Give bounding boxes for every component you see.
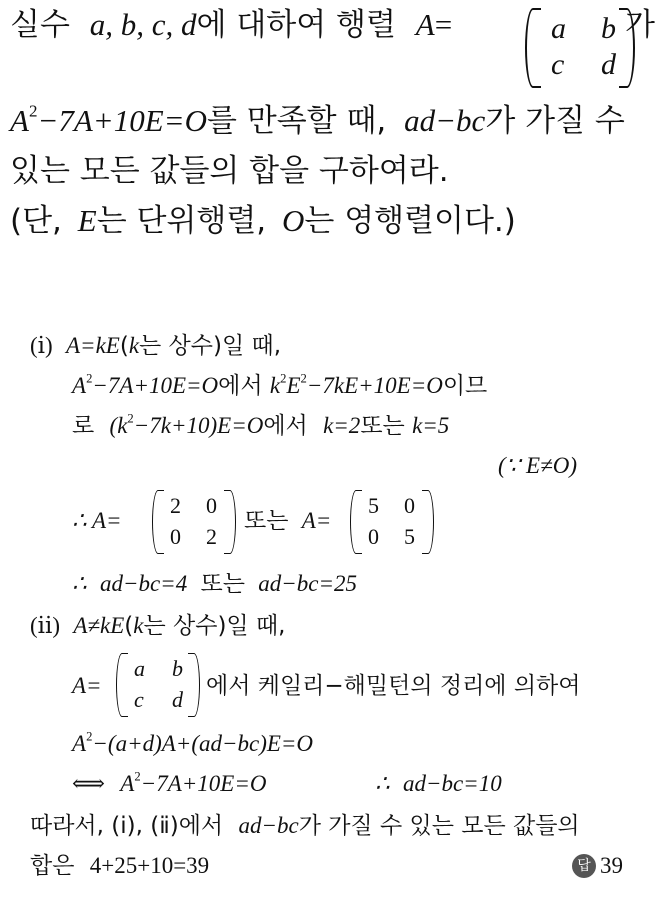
text: 합은: [30, 853, 75, 879]
problem-line-3: 있는 모든 값들의 합을 구하여라.: [10, 153, 449, 189]
solution-line: [244, 505, 331, 537]
math: ∴: [375, 771, 390, 796]
superscript: 2: [300, 371, 307, 386]
text: 는 상수)일 때,: [139, 333, 282, 359]
solution-line: [375, 768, 502, 800]
superscript: 2: [280, 371, 287, 386]
equation: −7A+10E=O: [37, 103, 207, 138]
text: (: [124, 613, 134, 639]
case-2-header: [30, 610, 285, 642]
matrix-entry: 2: [206, 524, 217, 549]
matrix-entry: b: [172, 656, 183, 681]
math: −7k+10)E=O: [133, 413, 264, 438]
superscript: 2: [127, 411, 134, 426]
matrix-entry: c: [134, 687, 144, 712]
text: 를 만족할 때,: [206, 103, 387, 139]
math: E: [77, 203, 97, 238]
matrix-2E: [152, 490, 236, 552]
expression: ad−bc: [404, 103, 486, 138]
answer: [572, 850, 623, 882]
equals: =: [434, 7, 453, 42]
text: 에서: [218, 373, 263, 399]
solution-line: 에서 케일리−해밀턴의 정리에 의하여: [206, 673, 581, 699]
matrix-entry: 5: [368, 493, 379, 518]
math: k=5: [412, 413, 450, 438]
right-paren: [224, 490, 236, 554]
solution-line: [72, 410, 449, 442]
text: (: [119, 333, 129, 359]
solution-line: [30, 850, 209, 882]
solution-line: [72, 768, 266, 800]
math: A=: [72, 673, 102, 698]
math: ad−bc=4: [99, 571, 188, 596]
math: A: [120, 771, 135, 796]
matrix-entry: b: [601, 12, 616, 45]
math: ∴: [72, 571, 87, 596]
math: ad−bc: [238, 813, 299, 838]
text: 는 단위행렬,: [96, 203, 267, 239]
math: A=: [301, 508, 332, 533]
math: k: [133, 613, 144, 638]
variables: a, b, c, d: [89, 7, 197, 42]
matrix-entry: 2: [170, 493, 181, 518]
right-paren: [422, 490, 434, 554]
text: 이므: [442, 373, 488, 399]
text: 가: [625, 7, 655, 43]
superscript: 2: [86, 729, 93, 744]
superscript: 2: [28, 101, 38, 121]
math: A=kE: [66, 333, 120, 358]
matrix-entry: 0: [404, 493, 415, 518]
matrix-entry: a: [551, 12, 566, 45]
text: (단,: [10, 203, 62, 239]
math: E: [286, 373, 301, 398]
solution-line: [72, 568, 357, 600]
text: 에 대하여 행렬: [196, 7, 396, 43]
matrix-entry: a: [134, 656, 145, 681]
math: k=2: [323, 413, 361, 438]
case-label: (ⅱ): [30, 613, 61, 638]
math: −7A+10E=O: [140, 771, 267, 796]
because-note: (∵ E≠O): [498, 453, 577, 478]
matrix-entry: 0: [170, 524, 181, 549]
math: k: [128, 333, 140, 358]
matrix-entry: d: [601, 48, 616, 81]
text: 또는: [200, 571, 245, 597]
matrix-abcd: [116, 653, 200, 715]
case-label: (ⅰ): [30, 333, 53, 358]
right-paren: [188, 653, 200, 717]
math: O: [282, 203, 305, 238]
left-paren: [116, 653, 128, 717]
solution-line: [72, 505, 122, 537]
matrix-entry: d: [172, 687, 183, 712]
matrix-entry: c: [551, 48, 565, 81]
text: 또는: [244, 508, 289, 534]
math: ad−bc=25: [258, 571, 358, 596]
matrix-name: A: [415, 7, 435, 42]
text: 로: [72, 413, 95, 439]
math: ad−bc=10: [402, 771, 502, 796]
left-paren: [350, 490, 362, 554]
text: 는 상수)일 때,: [143, 613, 286, 639]
iff-symbol: ⟺: [72, 771, 105, 796]
text: 가 가질 수: [485, 103, 625, 139]
solution-line: [30, 810, 580, 842]
math: (k: [109, 413, 128, 438]
math: A: [72, 731, 87, 756]
math: −7A+10E=O: [92, 373, 219, 398]
math: 4+25+10=39: [89, 853, 210, 878]
text: 가 가질 수 있는 모든 값들의: [298, 813, 580, 839]
superscript: 2: [134, 769, 141, 784]
solution-line: [72, 370, 487, 402]
math: −7kE+10E=O: [306, 373, 443, 398]
solution-line: [72, 670, 102, 702]
math: k: [269, 373, 281, 398]
solution-line: [72, 728, 313, 760]
matrix-entry: 0: [206, 493, 217, 518]
math: A: [10, 103, 29, 138]
math: A: [72, 373, 87, 398]
text: 는 영행렬이다.): [304, 203, 516, 239]
matrix-5E: [350, 490, 434, 552]
text: 에서: [263, 413, 308, 439]
math: A≠kE: [73, 613, 125, 638]
text: 실수: [10, 7, 70, 43]
case-1-header: [30, 330, 281, 362]
superscript: 2: [86, 371, 93, 386]
math: ∴ A=: [72, 508, 122, 533]
math: −(a+d)A+(ad−bc)E=O: [92, 731, 314, 756]
matrix-entry: 0: [368, 524, 379, 549]
text: 따라서, (ⅰ), (ⅱ)에서: [30, 813, 224, 839]
answer-badge: 답: [572, 854, 596, 878]
answer-value: 39: [600, 853, 623, 878]
matrix-entry: 5: [404, 524, 415, 549]
left-paren: [152, 490, 164, 554]
text: 또는: [360, 413, 405, 439]
